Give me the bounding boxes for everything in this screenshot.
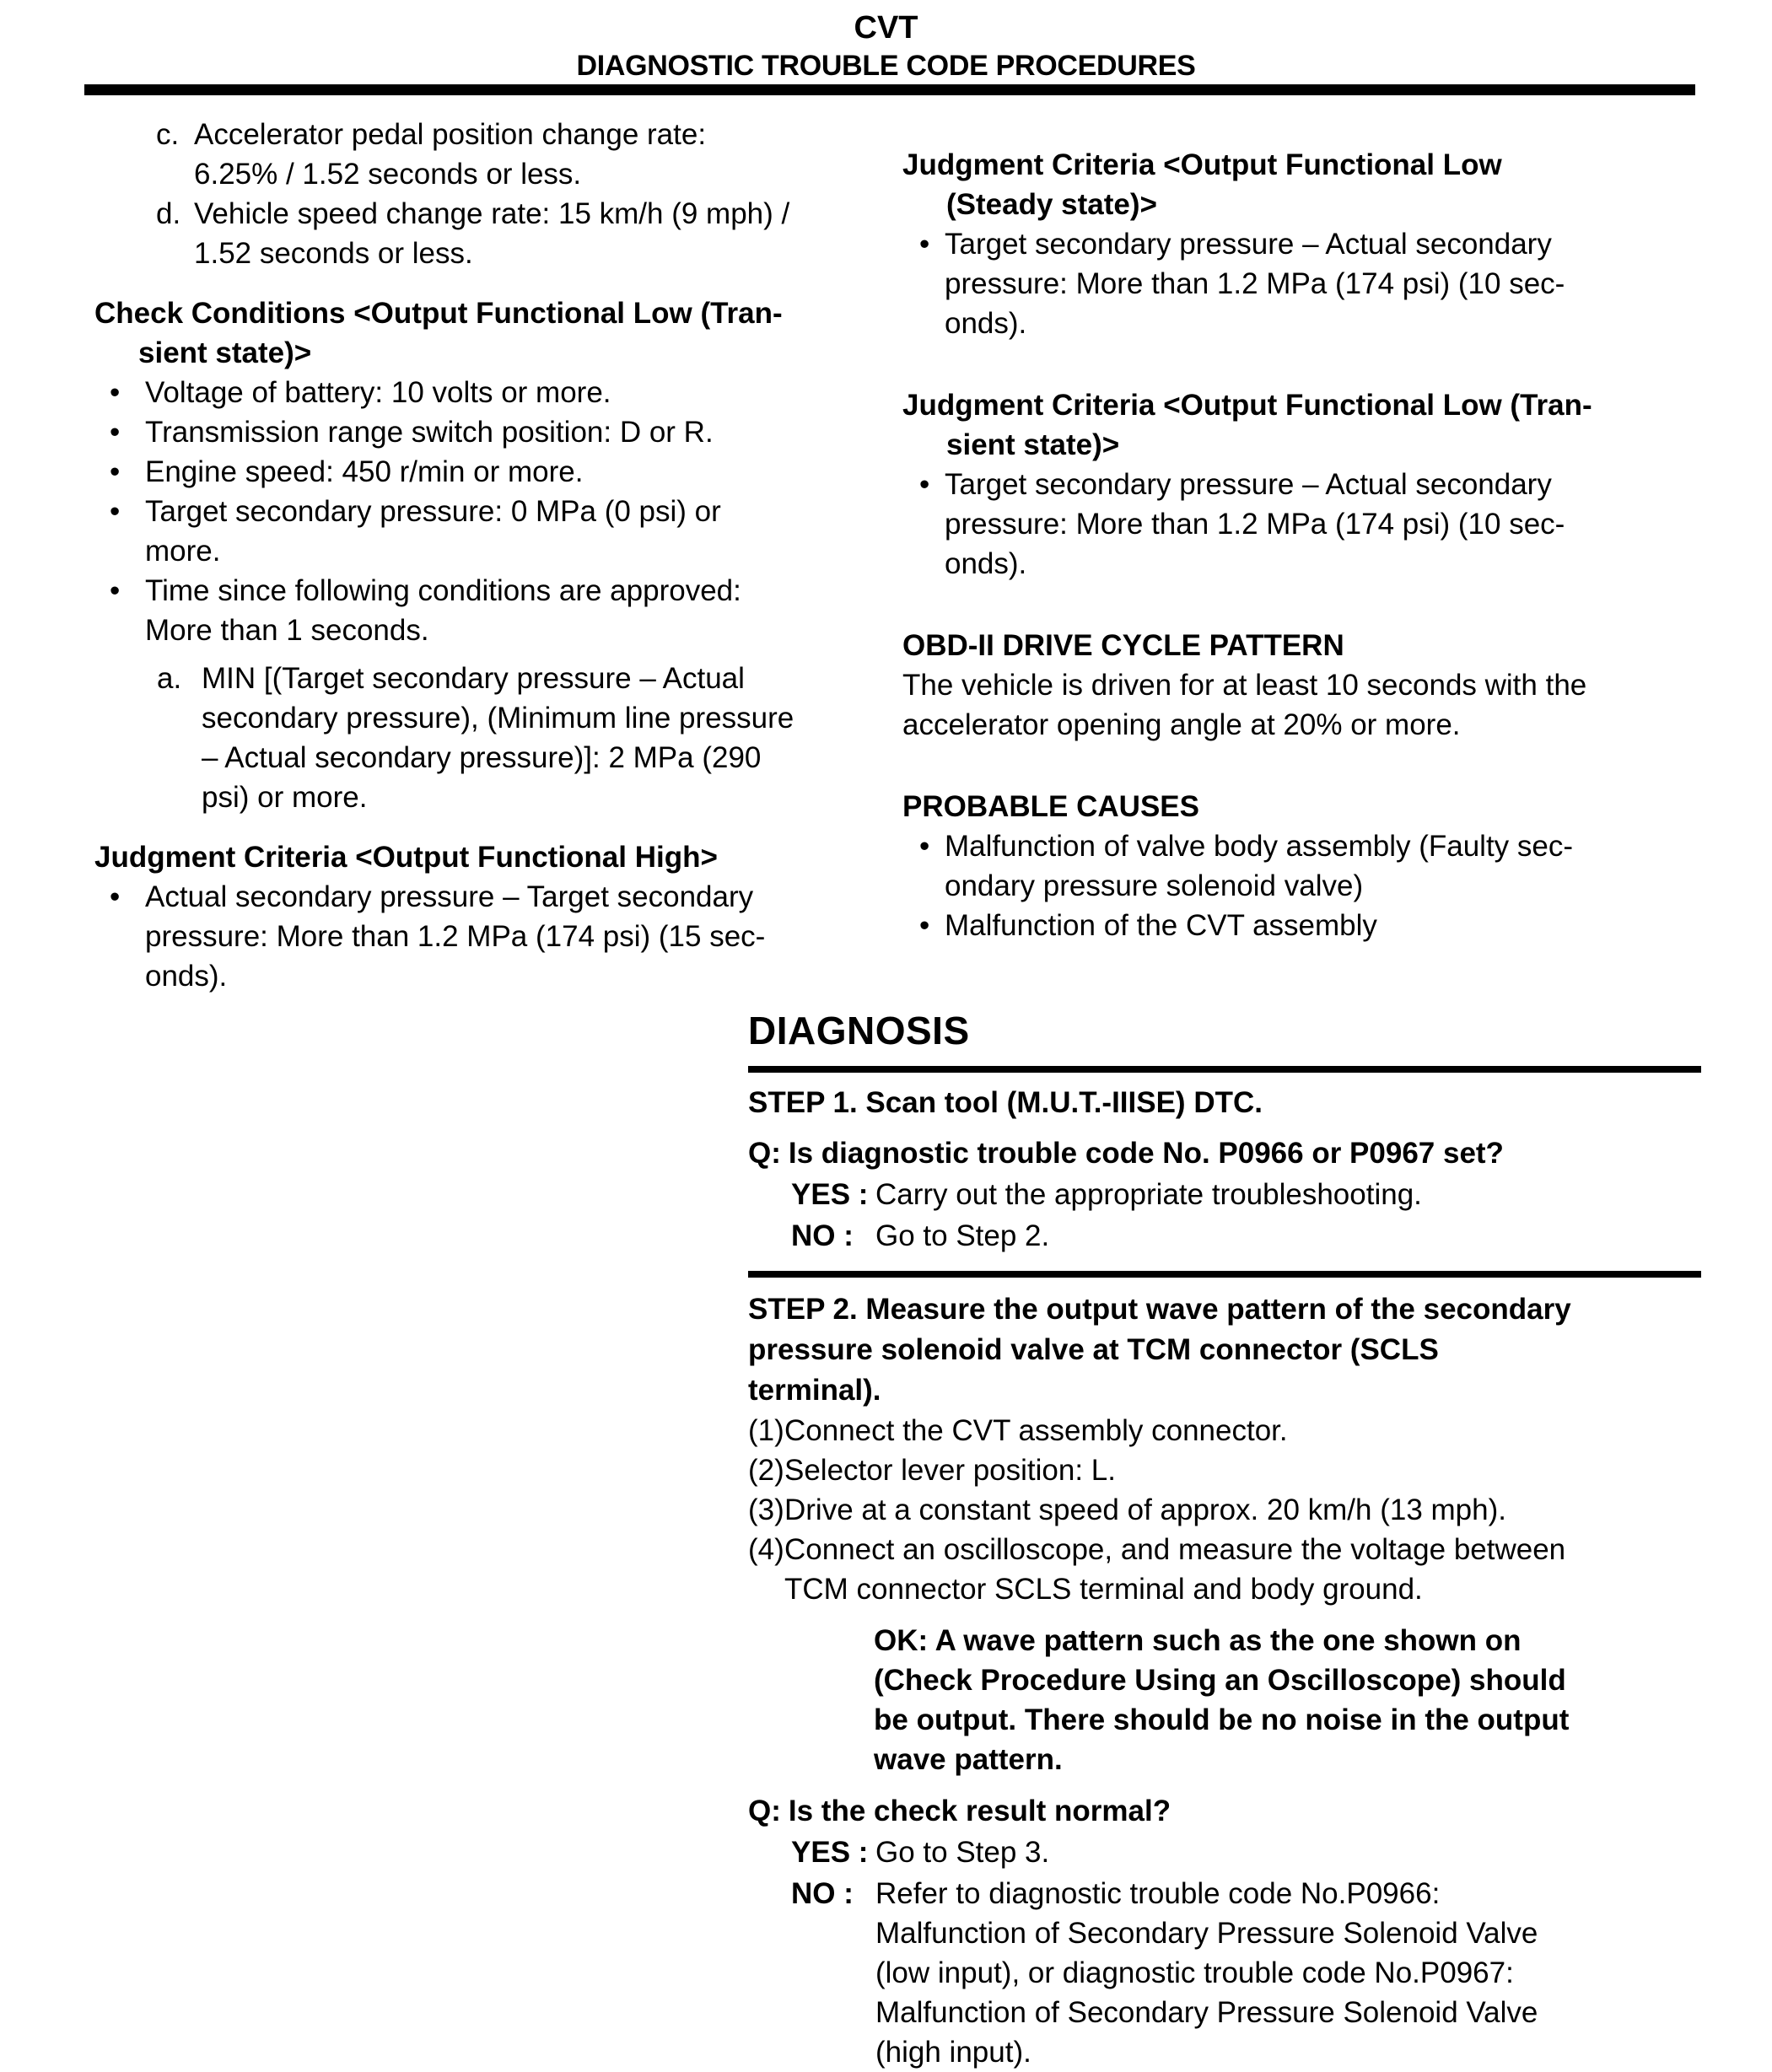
text-lines xyxy=(784,1490,1506,1530)
text-line: Voltage of battery: 10 volts or more. xyxy=(145,376,611,409)
text-line: Target secondary pressure – Actual secondary xyxy=(945,468,1552,501)
head-block xyxy=(902,145,1712,224)
alpha2-block xyxy=(157,659,879,817)
numbered-block xyxy=(748,1450,1701,1490)
bullet-block xyxy=(110,877,879,996)
text-line: Judgment Criteria <Output Functional High> xyxy=(94,841,718,874)
section-rule xyxy=(748,1271,1701,1278)
page-header xyxy=(0,8,1772,84)
text-line: 6.25% / 1.52 seconds or less. xyxy=(194,158,582,191)
list-marker: NO : xyxy=(791,1219,854,1252)
text-lines xyxy=(784,1450,1116,1490)
text-line: OBD-II DRIVE CYCLE PATTERN xyxy=(902,629,1344,662)
bullet-block xyxy=(110,373,879,412)
para-block xyxy=(902,665,1712,745)
list-marker: (1) xyxy=(748,1414,784,1447)
list-marker: NO : xyxy=(791,1877,854,1910)
bullet-icon: • xyxy=(919,468,930,501)
text-line: Connect an oscilloscope, and measure the voltage between xyxy=(784,1533,1566,1566)
left-column xyxy=(94,115,879,996)
text-line: onds). xyxy=(945,307,1027,340)
bullet-block xyxy=(919,465,1712,584)
header-rule xyxy=(84,84,1695,95)
text-lines xyxy=(875,1175,1422,1214)
text-line: pressure: More than 1.2 MPa (174 psi) (10 sec- xyxy=(945,267,1565,300)
text-line: Drive at a constant speed of approx. 20 km/h (13 mph). xyxy=(784,1493,1506,1526)
list-marker: YES : xyxy=(791,1178,869,1211)
text-line: pressure: More than 1.2 MPa (174 psi) (15 sec- xyxy=(145,920,766,953)
page-title: CVT xyxy=(854,10,918,46)
bullet-icon: • xyxy=(110,376,121,409)
question-block xyxy=(748,1133,1701,1173)
text-lines xyxy=(789,1791,1171,1831)
text-line: Connect the CVT assembly connector. xyxy=(784,1414,1288,1447)
text-lines xyxy=(145,877,765,996)
text-line: Malfunction of the CVT assembly xyxy=(945,909,1377,942)
text-lines xyxy=(194,115,706,194)
list-marker: (4) xyxy=(748,1533,784,1566)
diagnosis-title-rule xyxy=(748,1066,1701,1073)
text-line: secondary pressure), (Minimum line pressure xyxy=(202,702,794,735)
text-line: pressure: More than 1.2 MPa (174 psi) (10 sec- xyxy=(945,508,1565,541)
text-line: (Steady state)> xyxy=(946,188,1157,221)
answer-block xyxy=(791,1216,1701,1256)
text-line: OK: A wave pattern such as the one shown on xyxy=(874,1624,1522,1657)
text-line: Malfunction of Secondary Pressure Solenoid Valve xyxy=(875,1917,1538,1950)
text-line: Judgment Criteria <Output Functional Low (Tran- xyxy=(902,389,1592,422)
text-lines xyxy=(145,492,721,571)
text-line: pressure solenoid valve at TCM connector (SCLS xyxy=(748,1333,1439,1366)
text-line: Accelerator pedal position change rate: xyxy=(194,118,707,151)
step-heading-block xyxy=(748,1289,1701,1411)
text-lines xyxy=(875,1216,1049,1256)
list-marker: d. xyxy=(156,197,181,230)
text-lines xyxy=(875,1833,1049,1872)
text-line: Actual secondary pressure – Target secondary xyxy=(145,880,754,913)
list-marker: Q: xyxy=(748,1795,781,1827)
text-line: 1.52 seconds or less. xyxy=(194,237,473,270)
list-marker: (2) xyxy=(748,1454,784,1487)
right-column xyxy=(902,103,1712,945)
text-line: Selector lever position: L. xyxy=(784,1454,1116,1487)
text-line: Vehicle speed change rate: 15 km/h (9 mph) / xyxy=(194,197,790,230)
text-lines xyxy=(945,906,1377,945)
text-lines xyxy=(945,224,1565,343)
bullet-icon: • xyxy=(919,228,930,261)
text-lines xyxy=(145,373,611,412)
text-line: be output. There should be no noise in the output xyxy=(874,1703,1570,1736)
bullet-block xyxy=(919,906,1712,945)
bullet-block xyxy=(919,224,1712,343)
diagnosis-title: DIAGNOSIS xyxy=(748,1009,970,1052)
text-line: Malfunction of valve body assembly (Faulty sec- xyxy=(945,830,1574,863)
text-line: STEP 2. Measure the output wave pattern of the secondary xyxy=(748,1293,1571,1326)
diagnosis-blocks xyxy=(748,1083,1701,2072)
text-line: Refer to diagnostic trouble code No.P0966: xyxy=(875,1877,1441,1910)
list-marker: Q: xyxy=(748,1137,781,1170)
alpha-block xyxy=(156,194,879,273)
answer-block xyxy=(791,1833,1701,1872)
numbered-block xyxy=(748,1411,1701,1450)
head-block xyxy=(902,385,1712,465)
bullet-icon: • xyxy=(110,880,121,913)
answer-block xyxy=(791,1874,1701,2072)
bullet-block xyxy=(110,492,879,571)
text-line: sient state)> xyxy=(946,428,1120,461)
text-line: Check Conditions <Output Functional Low (Tran- xyxy=(94,297,783,330)
question-block xyxy=(748,1791,1701,1831)
text-line: Transmission range switch position: D or R. xyxy=(145,416,714,449)
text-line: Target secondary pressure – Actual secondary xyxy=(945,228,1552,261)
text-line: more. xyxy=(145,535,221,568)
bullet-icon: • xyxy=(110,416,121,449)
bullet-block xyxy=(919,826,1712,906)
text-lines xyxy=(145,412,714,452)
bullet-icon: • xyxy=(110,574,121,607)
list-marker: c. xyxy=(156,118,180,151)
text-lines xyxy=(145,571,741,650)
bullet-block xyxy=(110,452,879,492)
head-block xyxy=(902,787,1712,826)
text-line: Go to Step 3. xyxy=(875,1836,1050,1869)
text-line: MIN [(Target secondary pressure – Actual xyxy=(202,662,745,695)
list-marker: (3) xyxy=(748,1493,784,1526)
text-lines xyxy=(875,1874,1538,2072)
numbered-block xyxy=(748,1530,1701,1609)
text-line: psi) or more. xyxy=(202,781,368,814)
text-line: Is the check result normal? xyxy=(788,1795,1171,1827)
text-lines xyxy=(784,1411,1288,1450)
text-line: terminal). xyxy=(748,1374,881,1407)
text-lines xyxy=(945,465,1565,584)
text-line: wave pattern. xyxy=(874,1743,1063,1776)
text-line: onds). xyxy=(145,960,228,993)
text-line: The vehicle is driven for at least 10 seconds with the xyxy=(902,669,1587,702)
text-line: (low input), or diagnostic trouble code No.P0967: xyxy=(875,1956,1514,1989)
text-line: onds). xyxy=(945,547,1027,580)
bullet-icon: • xyxy=(919,909,930,942)
alpha-block xyxy=(156,115,879,194)
text-line: ondary pressure solenoid valve) xyxy=(945,869,1364,902)
text-line: Is diagnostic trouble code No. P0966 or P0967 set? xyxy=(788,1137,1504,1170)
answer-block xyxy=(791,1175,1701,1214)
text-line: – Actual secondary pressure)]: 2 MPa (290 xyxy=(202,741,762,774)
text-line: Time since following conditions are approved: xyxy=(145,574,741,607)
text-line: STEP 1. Scan tool (M.U.T.-IIISE) DTC. xyxy=(748,1086,1263,1119)
bullet-icon: • xyxy=(919,830,930,863)
text-line: Judgment Criteria <Output Functional Low xyxy=(902,148,1502,181)
bullet-block xyxy=(110,412,879,452)
text-lines xyxy=(194,194,789,273)
text-line: Engine speed: 450 r/min or more. xyxy=(145,455,584,488)
step-heading-block xyxy=(748,1083,1701,1123)
bullet-icon: • xyxy=(110,495,121,528)
head-block xyxy=(902,626,1712,665)
text-lines xyxy=(784,1530,1565,1609)
numbered-block xyxy=(748,1490,1701,1530)
text-lines xyxy=(145,452,583,492)
bullet-block xyxy=(110,571,879,650)
text-lines xyxy=(789,1133,1504,1173)
text-lines xyxy=(202,659,794,817)
text-line: (Check Procedure Using an Oscilloscope) should xyxy=(874,1664,1566,1697)
text-line: (high input). xyxy=(875,2036,1031,2069)
text-line: PROBABLE CAUSES xyxy=(902,790,1199,823)
list-marker: YES : xyxy=(791,1836,869,1869)
text-line: Go to Step 2. xyxy=(875,1219,1050,1252)
list-marker: a. xyxy=(157,662,182,695)
text-line: Target secondary pressure: 0 MPa (0 psi) or xyxy=(145,495,721,528)
text-line: More than 1 seconds. xyxy=(145,614,429,647)
text-line: TCM connector SCLS terminal and body ground. xyxy=(784,1573,1423,1606)
text-line: Malfunction of Secondary Pressure Solenoid Valve xyxy=(875,1996,1538,2029)
bullet-icon: • xyxy=(110,455,121,488)
head-block xyxy=(94,837,879,877)
ok-block xyxy=(874,1621,1701,1779)
text-line: accelerator opening angle at 20% or more. xyxy=(902,708,1461,741)
text-line: Carry out the appropriate troubleshooting. xyxy=(875,1178,1422,1211)
text-lines xyxy=(945,826,1573,906)
head-block xyxy=(94,293,879,373)
diagnosis-section xyxy=(748,1009,1701,2072)
text-line: sient state)> xyxy=(138,336,312,369)
page-subtitle: DIAGNOSTIC TROUBLE CODE PROCEDURES xyxy=(576,50,1196,82)
